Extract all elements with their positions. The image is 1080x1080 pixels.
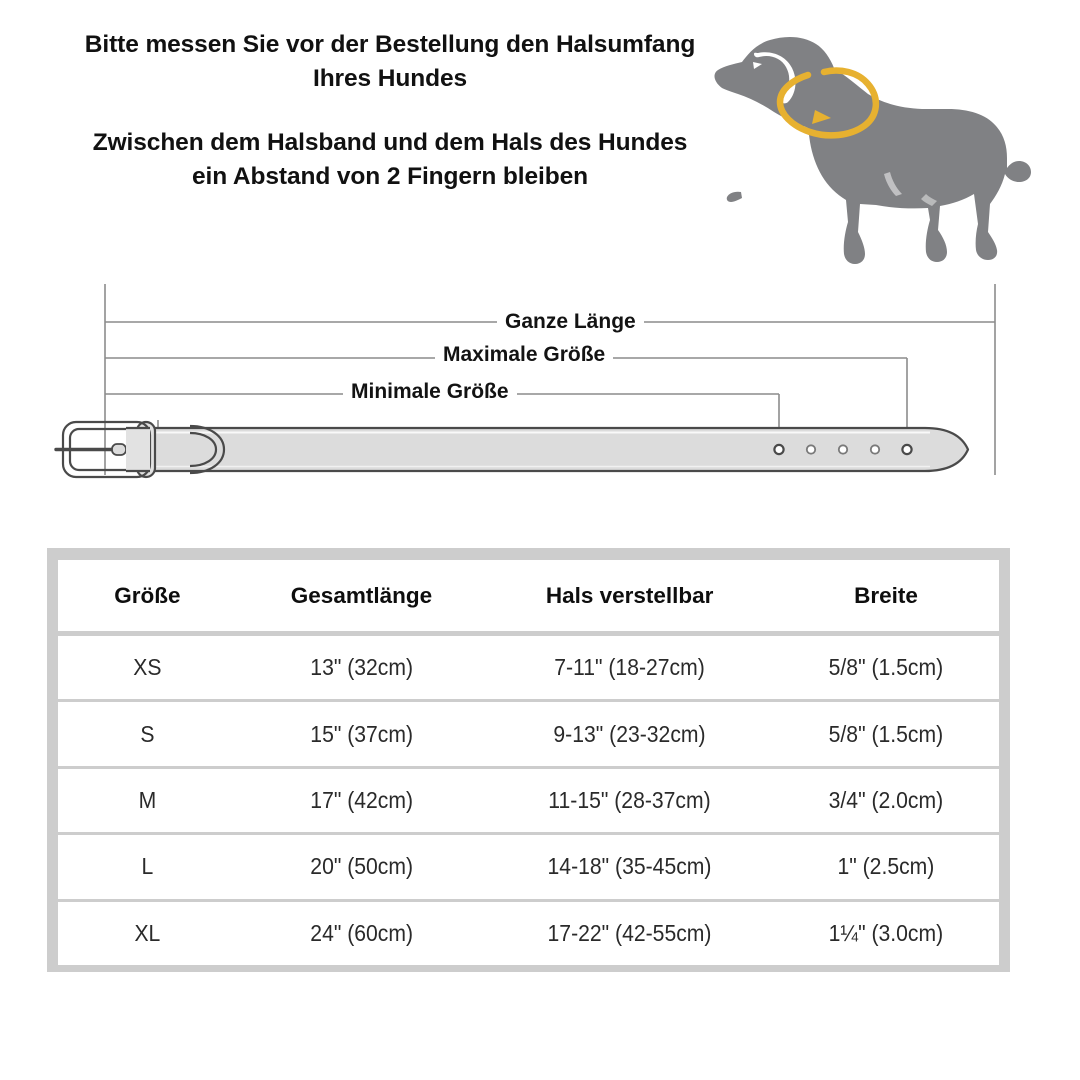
strap-hole — [871, 445, 879, 453]
table-row — [58, 902, 999, 965]
cell-width: 5/8" (1.5cm) — [828, 654, 944, 681]
table-row — [58, 835, 999, 898]
instruction-line-3: Zwischen dem Halsband und dem Hals des Hundes — [92, 129, 688, 156]
strap-hole — [902, 445, 911, 454]
instruction-line-4: ein Abstand von 2 Fingern bleiben — [192, 163, 588, 190]
buckle-icon — [56, 422, 150, 477]
table-header-row — [58, 560, 999, 631]
column-header-size: Größe — [114, 582, 181, 608]
cell-neck-adjustable: 17-22" (42-55cm) — [547, 919, 712, 946]
cell-total-length: 20" (50cm) — [310, 853, 413, 880]
cell-size: L — [141, 853, 154, 880]
dog-body-silhouette — [715, 37, 1031, 264]
dimension-label-full-length: Ganze Länge — [497, 310, 644, 334]
strap-hole — [839, 445, 847, 453]
instructions-block — [60, 28, 720, 194]
cell-neck-adjustable: 14-18" (35-45cm) — [547, 853, 712, 880]
cell-width: 5/8" (1.5cm) — [828, 720, 944, 747]
table-row — [58, 636, 999, 699]
cell-total-length: 15" (37cm) — [310, 720, 413, 747]
dimension-label-minimum-size: Minimale Größe — [343, 380, 517, 404]
column-header-total-length: Gesamtlänge — [290, 582, 433, 608]
cell-total-length: 24" (60cm) — [310, 919, 413, 946]
dog-illustration — [700, 18, 1040, 280]
strap-hole — [774, 445, 783, 454]
strap-hole — [807, 445, 815, 453]
cell-width: 1¼" (3.0cm) — [828, 919, 944, 946]
instruction-block-1 — [60, 28, 720, 96]
collar-diagram — [0, 270, 1080, 530]
table-row — [58, 769, 999, 832]
cell-neck-adjustable: 7-11" (18-27cm) — [554, 654, 705, 681]
table-row — [58, 702, 999, 765]
size-chart-table — [47, 548, 1010, 972]
instruction-line-2: Ihres Hundes — [312, 65, 467, 92]
instruction-block-2 — [60, 126, 720, 194]
cell-width: 3/4" (2.0cm) — [828, 786, 944, 813]
column-header-neck-adjustable: Hals verstellbar — [545, 582, 714, 608]
instruction-line-1: Bitte messen Sie vor der Bestellung den Halsumfang — [84, 31, 696, 58]
cell-width: 1" (2.5cm) — [837, 853, 935, 880]
cell-size: S — [140, 720, 155, 747]
cell-total-length: 17" (42cm) — [310, 786, 413, 813]
cell-size: XS — [133, 654, 162, 681]
cell-size: M — [138, 786, 157, 813]
dimension-label-maximum-size: Maximale Größe — [435, 343, 613, 367]
column-header-width: Breite — [854, 582, 918, 608]
cell-neck-adjustable: 9-13" (23-32cm) — [553, 720, 706, 747]
cell-neck-adjustable: 11-15" (28-37cm) — [548, 786, 711, 813]
cell-size: XL — [134, 919, 161, 946]
cell-total-length: 13" (32cm) — [310, 654, 413, 681]
